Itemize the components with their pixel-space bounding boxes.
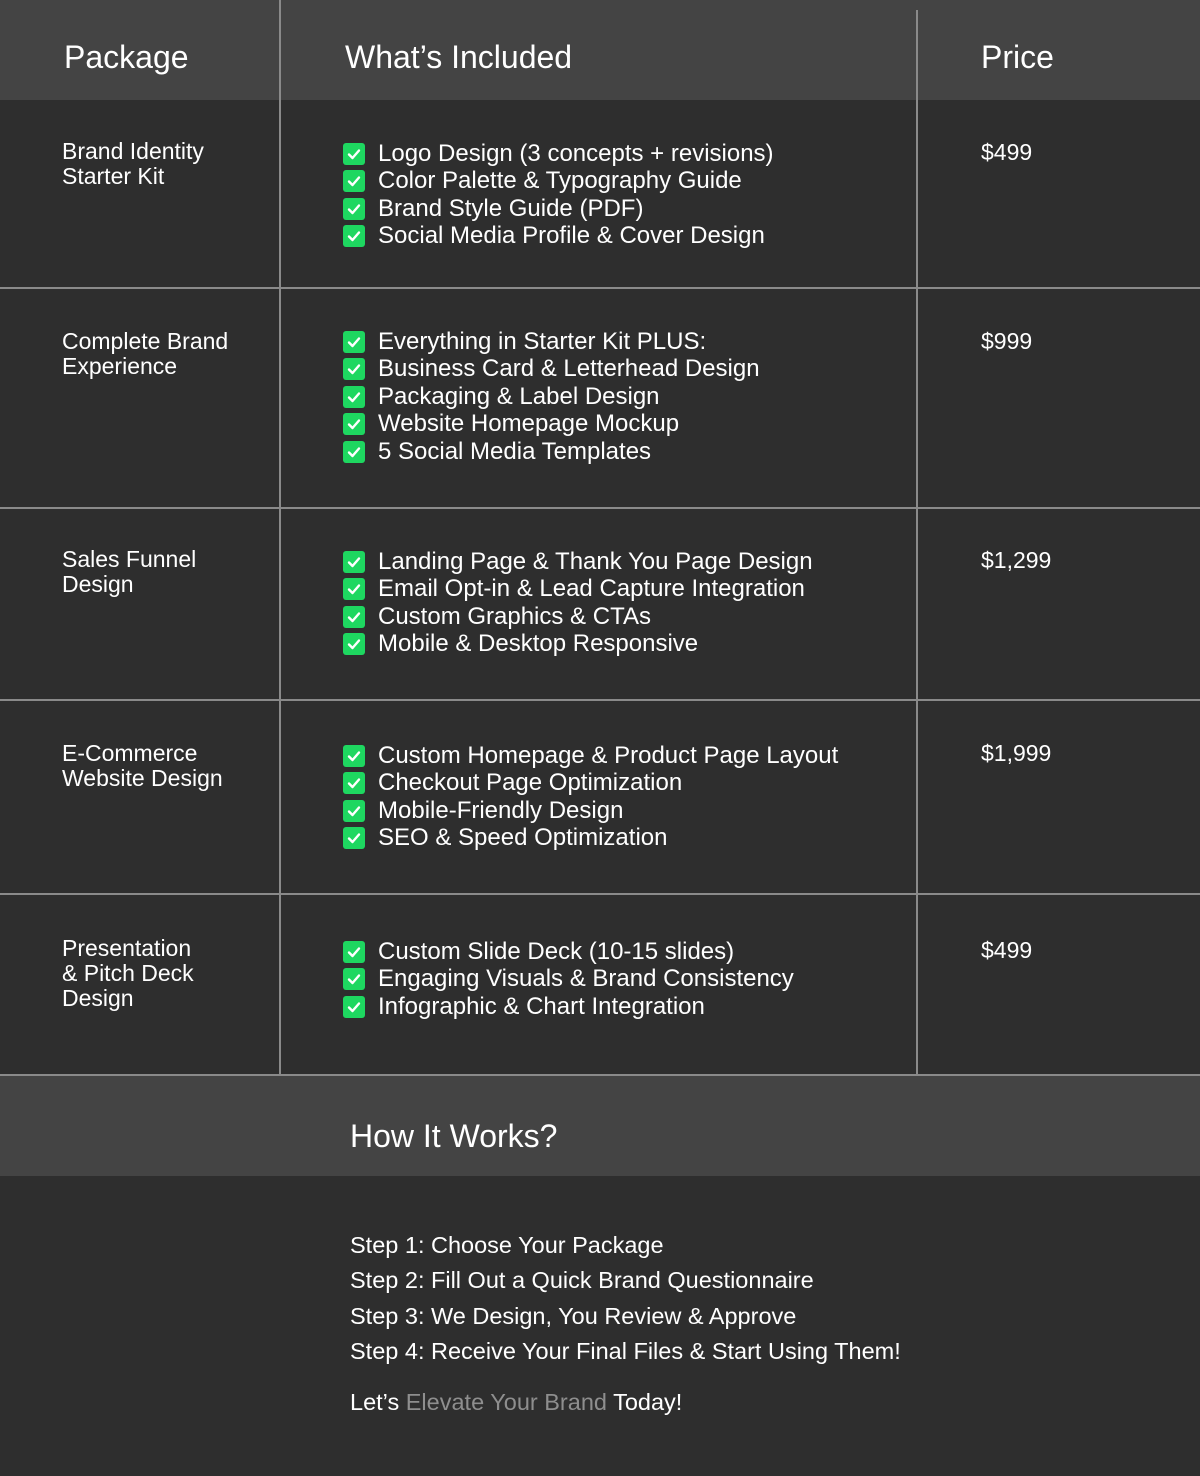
check-box-icon (343, 413, 365, 435)
step-item: Step 1: Choose Your Package (350, 1232, 664, 1258)
included-list (343, 548, 813, 658)
check-box-icon (343, 170, 365, 192)
list-item (343, 438, 760, 466)
steps-list (350, 1228, 901, 1369)
check-box-icon (343, 772, 365, 794)
item-label: Custom Homepage & Product Page Layout (378, 741, 839, 769)
item-label: SEO & Speed Optimization (378, 824, 668, 852)
item-label: Color Palette & Typography Guide (378, 167, 742, 195)
list-item (343, 195, 774, 223)
list-item (343, 328, 760, 356)
list-item (343, 631, 813, 659)
check-box-icon (343, 633, 365, 655)
included-list (343, 938, 794, 1021)
item-label: Landing Page & Thank You Page Design (378, 547, 813, 575)
list-item (343, 356, 760, 384)
list-item (343, 938, 794, 966)
item-label: Business Card & Letterhead Design (378, 355, 760, 383)
check-box-icon (343, 606, 365, 628)
item-label: Checkout Page Optimization (378, 769, 683, 797)
cta-highlight: Elevate Your Brand (405, 1389, 607, 1415)
list-item (343, 603, 813, 631)
item-label: Mobile & Desktop Responsive (378, 630, 699, 658)
check-box-icon (343, 996, 365, 1018)
check-box-icon (343, 800, 365, 822)
check-box-icon (343, 386, 365, 408)
step-item: Step 2: Fill Out a Quick Brand Questionnaire (350, 1267, 814, 1294)
item-label: Everything in Starter Kit PLUS: (378, 327, 707, 355)
package-price: $1,999 (981, 740, 1052, 766)
check-box-icon (343, 198, 365, 220)
package-price: $499 (981, 139, 1033, 165)
how-it-works-header (0, 1076, 1200, 1176)
check-box-icon (343, 551, 365, 573)
list-item (343, 770, 838, 798)
package-name: Presentation & Pitch Deck Design (62, 935, 194, 1011)
check-box-icon (343, 968, 365, 990)
package-price: $499 (981, 937, 1033, 963)
list-item (343, 797, 838, 825)
cta-after: Today! (606, 1389, 683, 1415)
row-divider (0, 893, 1200, 895)
how-it-works-title: How It Works? (350, 1118, 558, 1154)
list-item (343, 223, 774, 251)
list-item (343, 383, 760, 411)
header-price: Price (981, 39, 1054, 75)
item-label: Logo Design (3 concepts + revisions) (378, 139, 774, 167)
item-label: Mobile-Friendly Design (378, 796, 624, 824)
item-label: Website Homepage Mockup (378, 410, 680, 438)
check-box-icon (343, 827, 365, 849)
item-label: Social Media Profile & Cover Design (378, 222, 765, 250)
list-item (343, 576, 813, 604)
list-item (343, 140, 774, 168)
step-item: Step 4: Receive Your Final Files & Start Using Them! (350, 1337, 901, 1364)
check-box-icon (343, 578, 365, 600)
list-item (343, 168, 774, 196)
item-label: Custom Slide Deck (10-15 slides) (378, 937, 735, 965)
row-divider (0, 507, 1200, 509)
check-box-icon (343, 331, 365, 353)
item-label: Brand Style Guide (PDF) (378, 194, 644, 222)
item-label: 5 Social Media Templates (378, 437, 652, 465)
package-name: E-Commerce Website Design (62, 740, 223, 791)
step-item: Step 3: We Design, You Review & Approve (350, 1302, 797, 1329)
header-package: Package (64, 39, 189, 75)
item-label: Engaging Visuals & Brand Consistency (378, 965, 794, 993)
row-divider (0, 699, 1200, 701)
check-box-icon (343, 441, 365, 463)
item-label: Custom Graphics & CTAs (378, 602, 651, 630)
list-item (343, 548, 813, 576)
list-item (343, 411, 760, 439)
check-box-icon (343, 143, 365, 165)
package-name: Brand Identity Starter Kit (62, 138, 204, 189)
item-label: Packaging & Label Design (378, 382, 660, 410)
column-divider (916, 10, 918, 1076)
included-list (343, 328, 760, 466)
package-name: Complete Brand Experience (62, 328, 229, 379)
cta-before: Let’s (350, 1389, 406, 1415)
check-box-icon (343, 745, 365, 767)
list-item (343, 993, 794, 1021)
package-name: Sales Funnel Design (62, 546, 197, 597)
check-box-icon (343, 225, 365, 247)
header-whats-included: What’s Included (345, 39, 573, 75)
included-list (343, 140, 774, 250)
list-item (343, 825, 838, 853)
check-box-icon (343, 358, 365, 380)
package-price: $999 (981, 328, 1033, 354)
item-label: Email Opt-in & Lead Capture Integration (378, 575, 805, 603)
row-divider (0, 287, 1200, 289)
item-label: Infographic & Chart Integration (378, 992, 705, 1020)
list-item (343, 742, 838, 770)
column-divider (279, 0, 281, 1076)
check-box-icon (343, 941, 365, 963)
package-price: $1,299 (981, 547, 1052, 573)
call-to-action (350, 1386, 682, 1418)
included-list (343, 742, 838, 852)
list-item (343, 966, 794, 994)
